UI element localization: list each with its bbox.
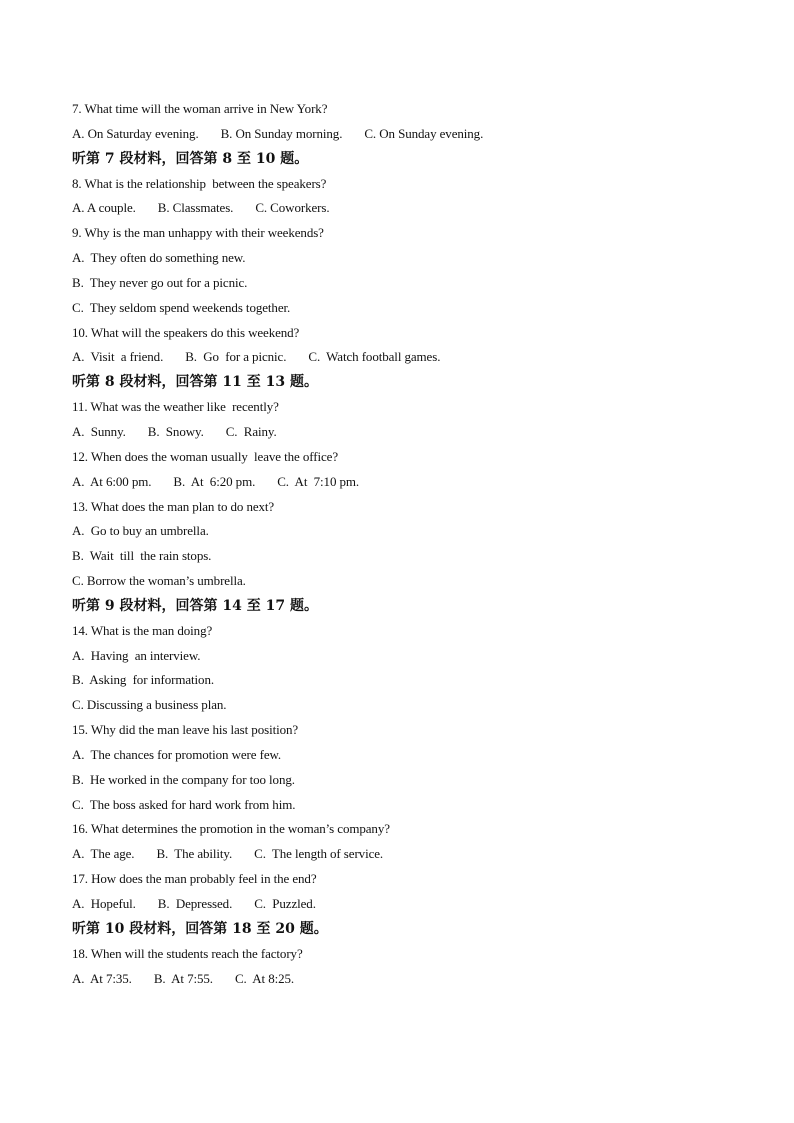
answer-option: B. Asking for information. — [72, 672, 214, 688]
answer-option: C. The length of service. — [254, 846, 384, 862]
answer-option: C. On Sunday evening. — [364, 125, 484, 141]
question-text: 14. What is the man doing? — [72, 622, 213, 638]
section-heading: 听第 9 段材料，回答第 14 至 17 题。 — [72, 597, 318, 614]
question-text: 16. What determines the promotion in the woman’s company? — [72, 821, 390, 837]
answer-option: A. The chances for promotion were few. — [72, 746, 282, 762]
answer-option: B. Snowy. — [147, 423, 204, 439]
answer-option: B. Depressed. — [157, 896, 233, 911]
answer-options-row — [72, 470, 732, 495]
listening-questions — [72, 97, 732, 991]
answer-option: B. At 6:20 pm. — [173, 473, 256, 489]
answer-options-row — [72, 842, 732, 867]
answer-options-row — [72, 196, 732, 221]
answer-option: C. Watch football games. — [308, 349, 441, 365]
question-text: 17. How does the man probably feel in the end? — [72, 871, 317, 887]
answer-option: C. The boss asked for hard work from him. — [72, 796, 296, 812]
answer-option: A. At 7:35. — [72, 970, 132, 986]
answer-option: A. A couple. — [72, 200, 136, 216]
answer-options-row — [72, 420, 732, 445]
answer-option: A. On Saturday evening. — [72, 125, 199, 141]
answer-option: A. Visit a friend. — [72, 349, 164, 365]
answer-option: B. They never go out for a picnic. — [72, 274, 248, 290]
answer-options-row — [72, 892, 732, 917]
section-heading: 听第 7 段材料，回答第 8 至 10 题。 — [72, 150, 309, 167]
section-heading: 听第 10 段材料，回答第 18 至 20 题。 — [72, 920, 328, 937]
question-text: 7. What time will the woman arrive in New York? — [72, 101, 328, 116]
answer-option: B. At 7:55. — [153, 970, 213, 986]
answer-option: C. They seldom spend weekends together. — [72, 299, 291, 315]
question-text: 11. What was the weather like recently? — [72, 399, 279, 415]
answer-option: A. Go to buy an umbrella. — [72, 523, 209, 539]
section-heading: 听第 8 段材料，回答第 11 至 13 题。 — [72, 374, 318, 391]
answer-option: C. At 7:10 pm. — [277, 473, 360, 489]
answer-options-row — [72, 967, 732, 992]
answer-option: C. Discussing a business plan. — [72, 697, 227, 713]
answer-option: A. They often do something new. — [72, 250, 246, 266]
answer-option: B. Go for a picnic. — [185, 349, 287, 365]
answer-option: B. Classmates. — [157, 200, 234, 216]
answer-options-row — [72, 345, 732, 370]
answer-option: A. Sunny. — [72, 423, 126, 439]
question-text: 10. What will the speakers do this weekend? — [72, 324, 300, 340]
question-text: 9. Why is the man unhappy with their weekends? — [72, 225, 324, 241]
answer-option: C. Coworkers. — [255, 200, 330, 216]
question-text: 12. When does the woman usually leave the office? — [72, 448, 338, 464]
question-text: 8. What is the relationship between the speakers? — [72, 175, 327, 191]
answer-option: B. On Sunday morning. — [220, 125, 343, 141]
question-text: 15. Why did the man leave his last position? — [72, 722, 299, 738]
answer-option: B. The ability. — [156, 846, 233, 862]
question-text: 18. When will the students reach the factory? — [72, 945, 303, 961]
answer-option: C. Rainy. — [225, 423, 277, 439]
answer-option: C. Borrow the woman’s umbrella. — [72, 573, 246, 589]
answer-option: B. Wait till the rain stops. — [72, 548, 212, 564]
answer-option: C. Puzzled. — [254, 896, 316, 911]
answer-option: A. At 6:00 pm. — [72, 473, 152, 489]
answer-option: B. He worked in the company for too long. — [72, 771, 295, 787]
answer-option: A. Having an interview. — [72, 647, 201, 663]
question-text: 13. What does the man plan to do next? — [72, 498, 275, 514]
answer-option: A. Hopeful. — [72, 896, 136, 911]
answer-options-row — [72, 122, 732, 147]
answer-option: A. The age. — [72, 846, 135, 862]
answer-option: C. At 8:25. — [234, 970, 295, 986]
